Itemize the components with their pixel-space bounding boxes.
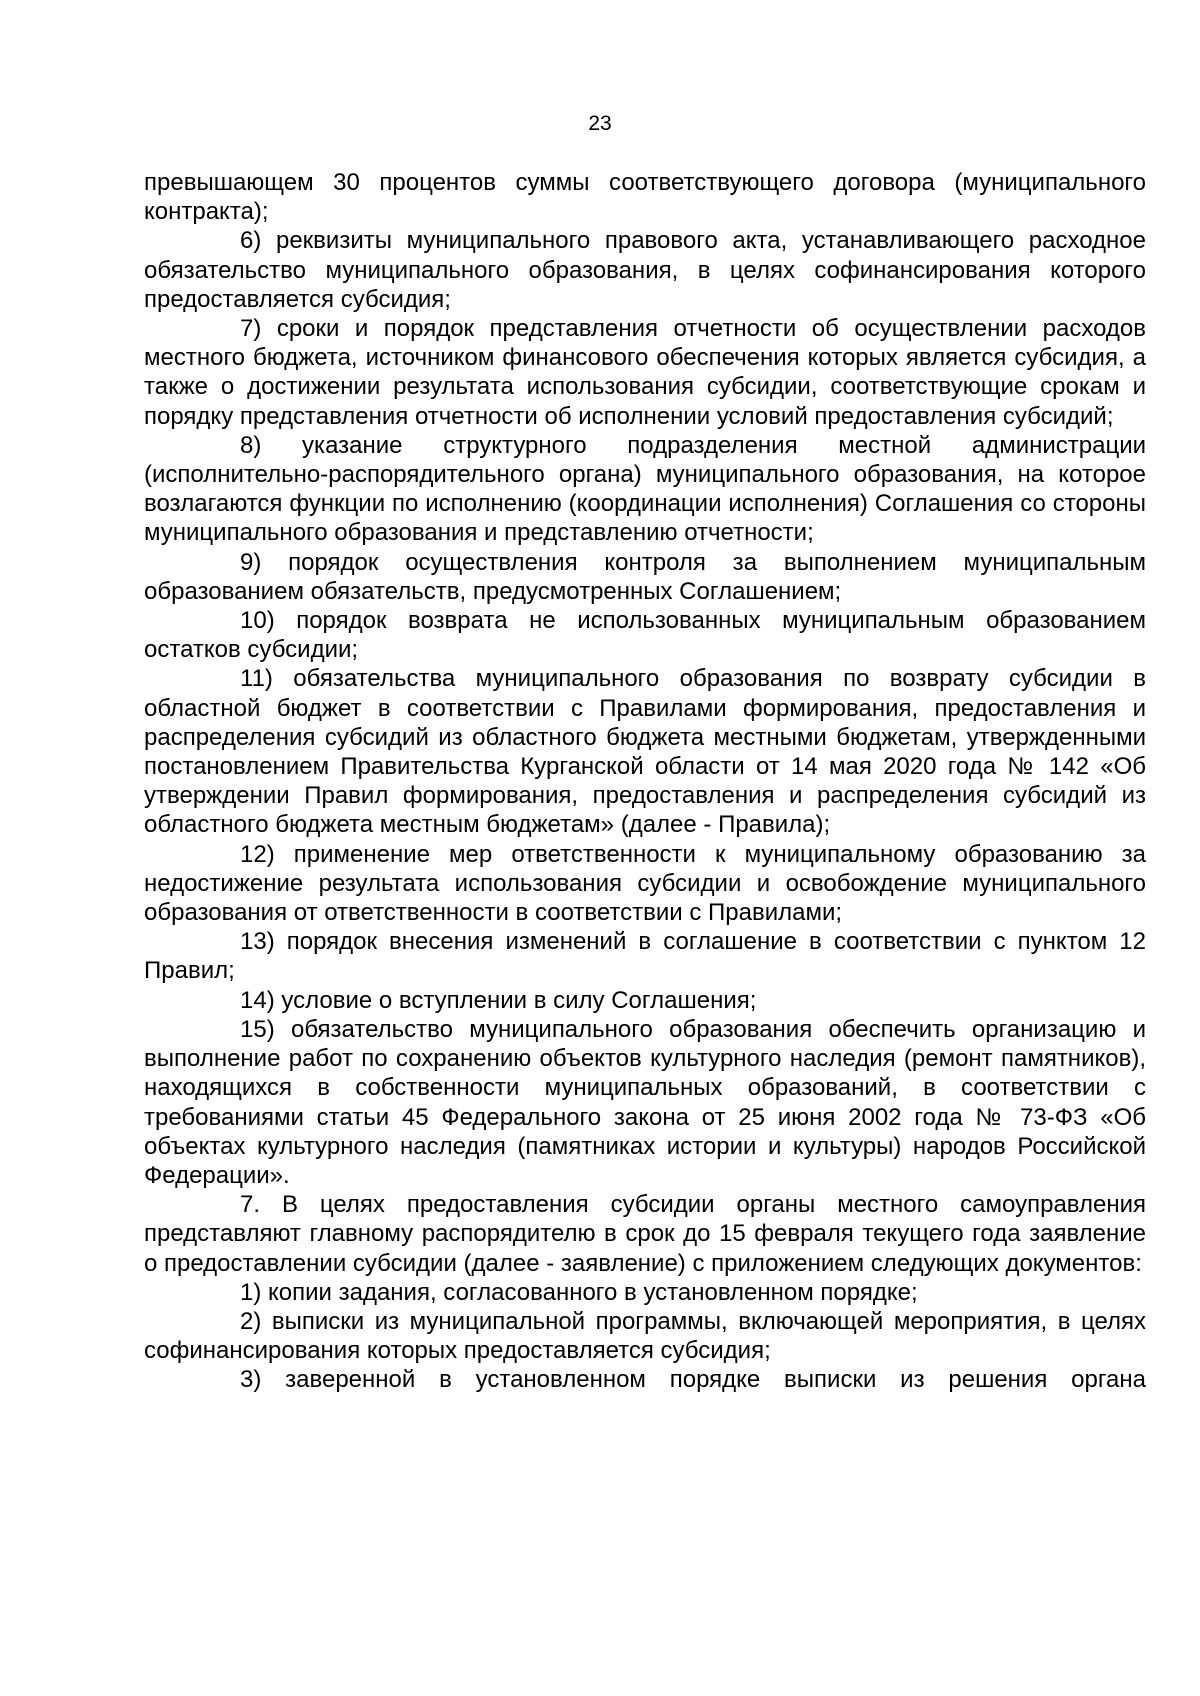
paragraph-3: 7) сроки и порядок представления отчетности об осуществлении расходов местного бюджета, источником финансового обеспечения которых является субсидия, а также о достижении результата использования субсидии, соответствующие срокам и порядку представления отчетности об исполнении условий предоставления субсидий; [144,315,1146,430]
paragraph-1: превышающем 30 процентов суммы соответствующего договора (муниципального контракта); [144,169,1146,226]
paragraph-9: 13) порядок внесения изменений в соглашение в соответствии с пунктом 12 Правил; [144,928,1146,985]
paragraph-15: 3) заверенной в установленном порядке выписки из решения органа [240,1366,1146,1394]
paragraph-5: 9) порядок осуществления контроля за выполнением муниципальным образованием обязательств, предусмотренных Соглашением; [144,548,1146,605]
page-number: 23 [588,112,612,135]
paragraph-8: 12) применение мер ответственности к муниципальному образованию за недостижение результата использования субсидии и освобождение муниципального образования от ответственности в соответствии с Правилами; [144,840,1146,927]
document-body [144,168,1146,1395]
paragraph-11: 15) обязательство муниципального образования обеспечить организацию и выполнение работ по сохранению объектов культурного наследия (ремонт памятников), находящихся в собственности муниципальных образований, в соответствии с требованиями статьи 45 Федерального закона от 25 июня 2002 года № 73-ФЗ «Об объектах культурного наследия (памятниках истории и культуры) народов Российской Федерации». [144,1015,1146,1189]
paragraph-2: 6) реквизиты муниципального правового акта, устанавливающего расходное обязательство муниципального образования, в целях софинансирования которого предоставляется субсидия; [144,227,1146,313]
paragraph-13: 1) копии задания, согласованного в установленном порядке; [240,1278,918,1306]
paragraph-6: 10) порядок возврата не использованных муниципальным образованием остатков субсидии; [144,607,1146,664]
paragraph-12: 7. В целях предоставления субсидии органы местного самоуправления представляют главному распорядителю в срок до 15 февраля текущего года заявление о предоставлении субсидии (далее - заявление) с приложением следующих документов: [144,1191,1146,1277]
paragraph-14: 2) выписки из муниципальной программы, включающей мероприятия, в целях софинансирования которых предоставляется субсидия; [144,1307,1146,1365]
paragraph-4: 8) указание структурного подразделения местной администрации (исполнительно-распорядительного органа) муниципального образования, на которое возлагаются функции по исполнению (координации исполнения) Соглашения со стороны муниципального образования и представлению отчетности; [144,431,1146,547]
paragraph-10: 14) условие о вступлении в силу Соглашения; [240,986,757,1014]
paragraph-7: 11) обязательства муниципального образования по возврату субсидии в областной бюджет в соответствии с Правилами формирования, предоставления и распределения субсидий из областного бюджета местными бюджетам, утвержденными постановлением Правительства Курганской области от 14 мая 2020 года № 142 «Об утверждении Правил формирования, предоставления и распределения субсидий из областного бюджета местным бюджетам» (далее - Правила); [144,665,1146,839]
